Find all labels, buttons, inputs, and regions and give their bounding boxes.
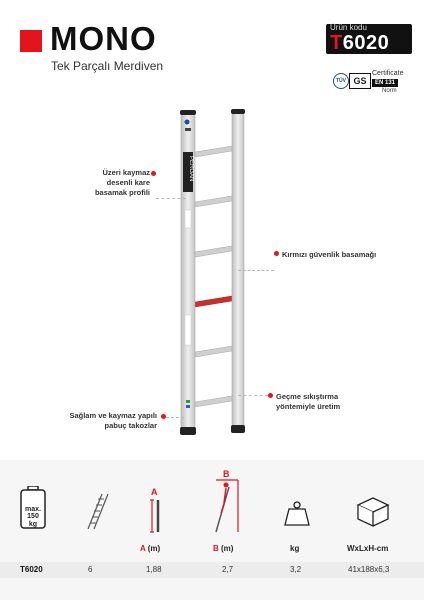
a-marker-label: A <box>151 487 158 497</box>
callout-press-fit: Geçme sıkıştırma yöntemiyle üretim <box>276 392 341 411</box>
callout-dot <box>274 251 279 256</box>
callout-safety-step: Kırmızı güvenlik basamağı <box>282 250 377 259</box>
rail-brand-label: PERGAN <box>188 156 194 182</box>
spec-step-count: 6 <box>88 565 93 574</box>
red-safety-step <box>195 295 238 307</box>
product-code-value: T6020 <box>330 32 390 54</box>
brand-name: MONO <box>50 20 157 57</box>
header-kg: kg <box>290 544 300 553</box>
gs-certificate-icon: GS <box>349 73 371 89</box>
right-rail-foot <box>231 425 245 433</box>
length-a-icon <box>150 499 164 533</box>
callout-line <box>166 417 184 418</box>
spec-b-value: 2,7 <box>222 565 234 574</box>
header-dimensions: WxLxH-cm <box>347 544 389 553</box>
right-rail <box>232 110 244 432</box>
brand-subtitle: Tek Parçalı Merdiven <box>51 59 164 73</box>
spec-weight-value: 3,2 <box>290 565 302 574</box>
spec-product-code: T6020 <box>20 565 43 574</box>
product-code-label: Ürün kodu <box>330 23 367 32</box>
left-rail-cap <box>180 110 196 115</box>
certificate-label: Certificate <box>372 70 404 77</box>
spec-dimensions-value: 41x188x6,3 <box>348 565 390 574</box>
callout-dot <box>268 393 273 398</box>
spec-a-value: 1,88 <box>146 565 162 574</box>
brand-logo-square <box>20 30 42 52</box>
weight-capacity: max. 150 kg <box>25 506 41 528</box>
callout-feet: Sağlam ve kaymaz yapılı pabuç takozlar <box>69 411 157 430</box>
en131-badge: EN 131 <box>372 79 398 87</box>
b-marker-label: B <box>223 469 230 479</box>
norm-label: Norm <box>382 88 397 94</box>
callout-dot <box>151 171 156 176</box>
tuv-certificate-icon: TÜV <box>333 73 349 89</box>
reach-height-b-icon <box>212 479 242 533</box>
step-count-icon <box>82 492 112 530</box>
callout-step-profile: Üzeri kaymaz desenli kare basamak profili <box>94 168 150 197</box>
ladder-steps <box>195 145 238 407</box>
header-b: B (m) <box>213 544 234 553</box>
callout-line <box>156 198 186 199</box>
package-box-icon <box>356 496 390 528</box>
callout-line <box>238 395 268 396</box>
callout-line <box>238 270 274 271</box>
weight-kg-icon <box>284 500 310 526</box>
header-a: A (m) <box>140 544 161 553</box>
left-rail-foot <box>180 427 196 435</box>
right-rail-cap <box>231 109 245 114</box>
